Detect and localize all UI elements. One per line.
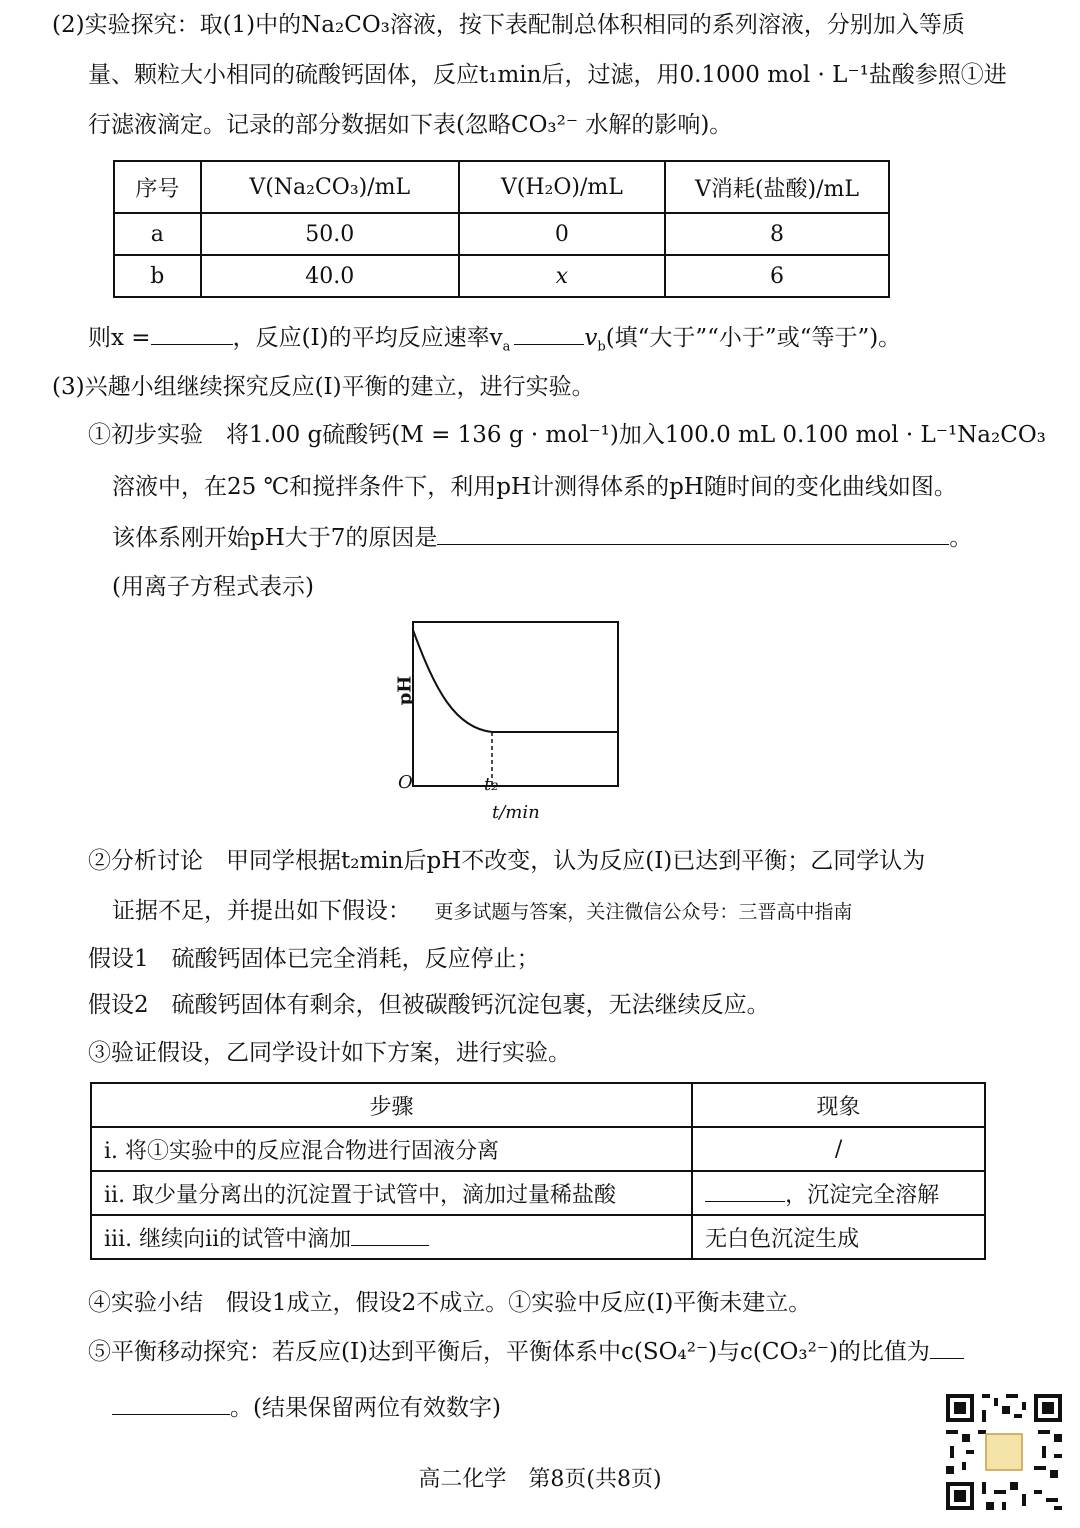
table-cell: 0 <box>459 213 665 255</box>
verify-line: ③验证假设，乙同学设计如下方案，进行实验。 <box>88 1040 571 1066</box>
table-row <box>91 1171 985 1215</box>
table-row <box>91 1127 985 1171</box>
graph-t2-label: t₂ <box>484 774 499 795</box>
part2-line2: 量、颗粒大小相同的硫酸钙固体，反应t₁min后，过滤，用0.1000 mol · L⁻¹盐酸参照①进 <box>88 62 1007 88</box>
part2-line3: 行滤液滴定。记录的部分数据如下表(忽略CO₃²⁻ 水解的影响)。 <box>88 112 733 138</box>
table-row <box>91 1215 985 1259</box>
fill1-before: 则x = <box>88 325 151 351</box>
q5-line2-text: 。(结果保留两位有效数字) <box>230 1395 501 1421</box>
answer-blank-ratio[interactable] <box>112 1392 230 1415</box>
q5-line1 <box>88 1336 964 1367</box>
table-row <box>114 213 889 255</box>
table-header: V消耗(盐酸)/mL <box>665 161 889 213</box>
part3-s1-line2: 溶液中，在25 ℃和搅拌条件下，利用pH计测得体系的pH随时间的变化曲线如图。 <box>112 474 957 500</box>
data-table <box>113 160 890 298</box>
graph-origin: O <box>398 772 413 793</box>
analysis-line2 <box>112 896 852 927</box>
answer-blank-reagent[interactable] <box>351 1223 429 1246</box>
table-header: V(Na₂CO₃)/mL <box>201 161 459 213</box>
table-header: 步骤 <box>91 1083 692 1127</box>
part3-s1-line1: ①初步实验 将1.00 g硫酸钙(M = 136 g · mol⁻¹)加入100.0 mL 0.100 mol · L⁻¹Na₂CO₃ <box>88 422 1046 448</box>
graph-ylabel: pH <box>394 675 416 706</box>
part3-s1-line3-end: 。 <box>949 525 973 551</box>
part2-line1: (2)实验探究：取(1)中的Na₂CO₃溶液，按下表配制总体积相同的系列溶液，分别加入等质 <box>52 12 965 38</box>
fill1-vb: v <box>584 325 598 351</box>
table-header: 现象 <box>692 1083 985 1127</box>
table-cell: ⅰ. 将①实验中的反应混合物进行固液分离 <box>91 1127 692 1171</box>
fill1-mid: ，反应(Ⅰ)的平均反应速率v <box>232 325 503 351</box>
table-cell: x <box>459 255 665 297</box>
answer-blank-rate[interactable] <box>514 322 584 345</box>
part3-title: (3)兴趣小组继续探究反应(Ⅰ)平衡的建立，进行实验。 <box>52 374 595 400</box>
part3-s1-line3-text: 该体系刚开始pH大于7的原因是 <box>112 525 438 551</box>
verification-table <box>90 1082 986 1260</box>
answer-blank-phenomenon[interactable] <box>705 1179 785 1202</box>
table-cell: b <box>114 255 201 297</box>
table-cell: 无白色沉淀生成 <box>692 1215 985 1259</box>
answer-blank-x[interactable] <box>151 322 233 345</box>
step3-text: ⅲ. 继续向ⅱ的试管中滴加 <box>104 1226 352 1252</box>
part3-s1-line3 <box>112 522 972 553</box>
analysis-line1: ②分析讨论 甲同学根据t₂min后pH不改变，认为反应(Ⅰ)已达到平衡；乙同学认为 <box>88 848 926 874</box>
table-cell: 40.0 <box>201 255 459 297</box>
ph-time-graph <box>380 610 640 830</box>
vb-sub: b <box>597 339 606 355</box>
graph-frame <box>413 622 618 786</box>
table-cell: 6 <box>665 255 889 297</box>
table-cell: 8 <box>665 213 889 255</box>
table-cell: ⅱ. 取少量分离出的沉淀置于试管中，滴加过量稀盐酸 <box>91 1171 692 1215</box>
table-cell: 50.0 <box>201 213 459 255</box>
fill1-after: (填“大于”“小于”或“等于”)。 <box>605 325 902 351</box>
q5-line2 <box>112 1392 501 1423</box>
wechat-note: 更多试题与答案，关注微信公众号：三晋高中指南 <box>434 901 853 923</box>
part3-s1-line4: (用离子方程式表示) <box>112 574 314 600</box>
phenomenon-text: ，沉淀完全溶解 <box>785 1182 940 1208</box>
table-cell <box>91 1215 692 1259</box>
table-cell: / <box>692 1127 985 1171</box>
q5-line1-text: ⑤平衡移动探究：若反应(Ⅰ)达到平衡后，平衡体系中c(SO₄²⁻)与c(CO₃²⁻)的比值为 <box>88 1339 930 1365</box>
va-sub: a <box>502 339 511 355</box>
hypothesis-2: 假设2 硫酸钙固体有剩余，但被碳酸钙沉淀包裹，无法继续反应。 <box>88 992 770 1018</box>
hypothesis-1: 假设1 硫酸钙固体已完全消耗，反应停止； <box>88 946 540 972</box>
summary-line: ④实验小结 假设1成立，假设2不成立。①实验中反应(Ⅰ)平衡未建立。 <box>88 1290 812 1316</box>
table-cell: a <box>114 213 201 255</box>
qr-code <box>942 1390 1066 1514</box>
answer-blank-ratio-start[interactable] <box>930 1336 964 1359</box>
table-header: 序号 <box>114 161 201 213</box>
table-cell <box>692 1171 985 1215</box>
page-footer: 高二化学 第8页(共8页) <box>418 1467 662 1492</box>
table-row <box>114 255 889 297</box>
graph-xlabel: t/min <box>492 802 540 823</box>
table-header: V(H₂O)/mL <box>459 161 665 213</box>
answer-blank-ion-equation[interactable] <box>437 522 949 545</box>
ph-curve <box>413 630 492 732</box>
analysis-line2-text: 证据不足，并提出如下假设： <box>112 898 411 924</box>
fill1-line <box>88 322 901 353</box>
